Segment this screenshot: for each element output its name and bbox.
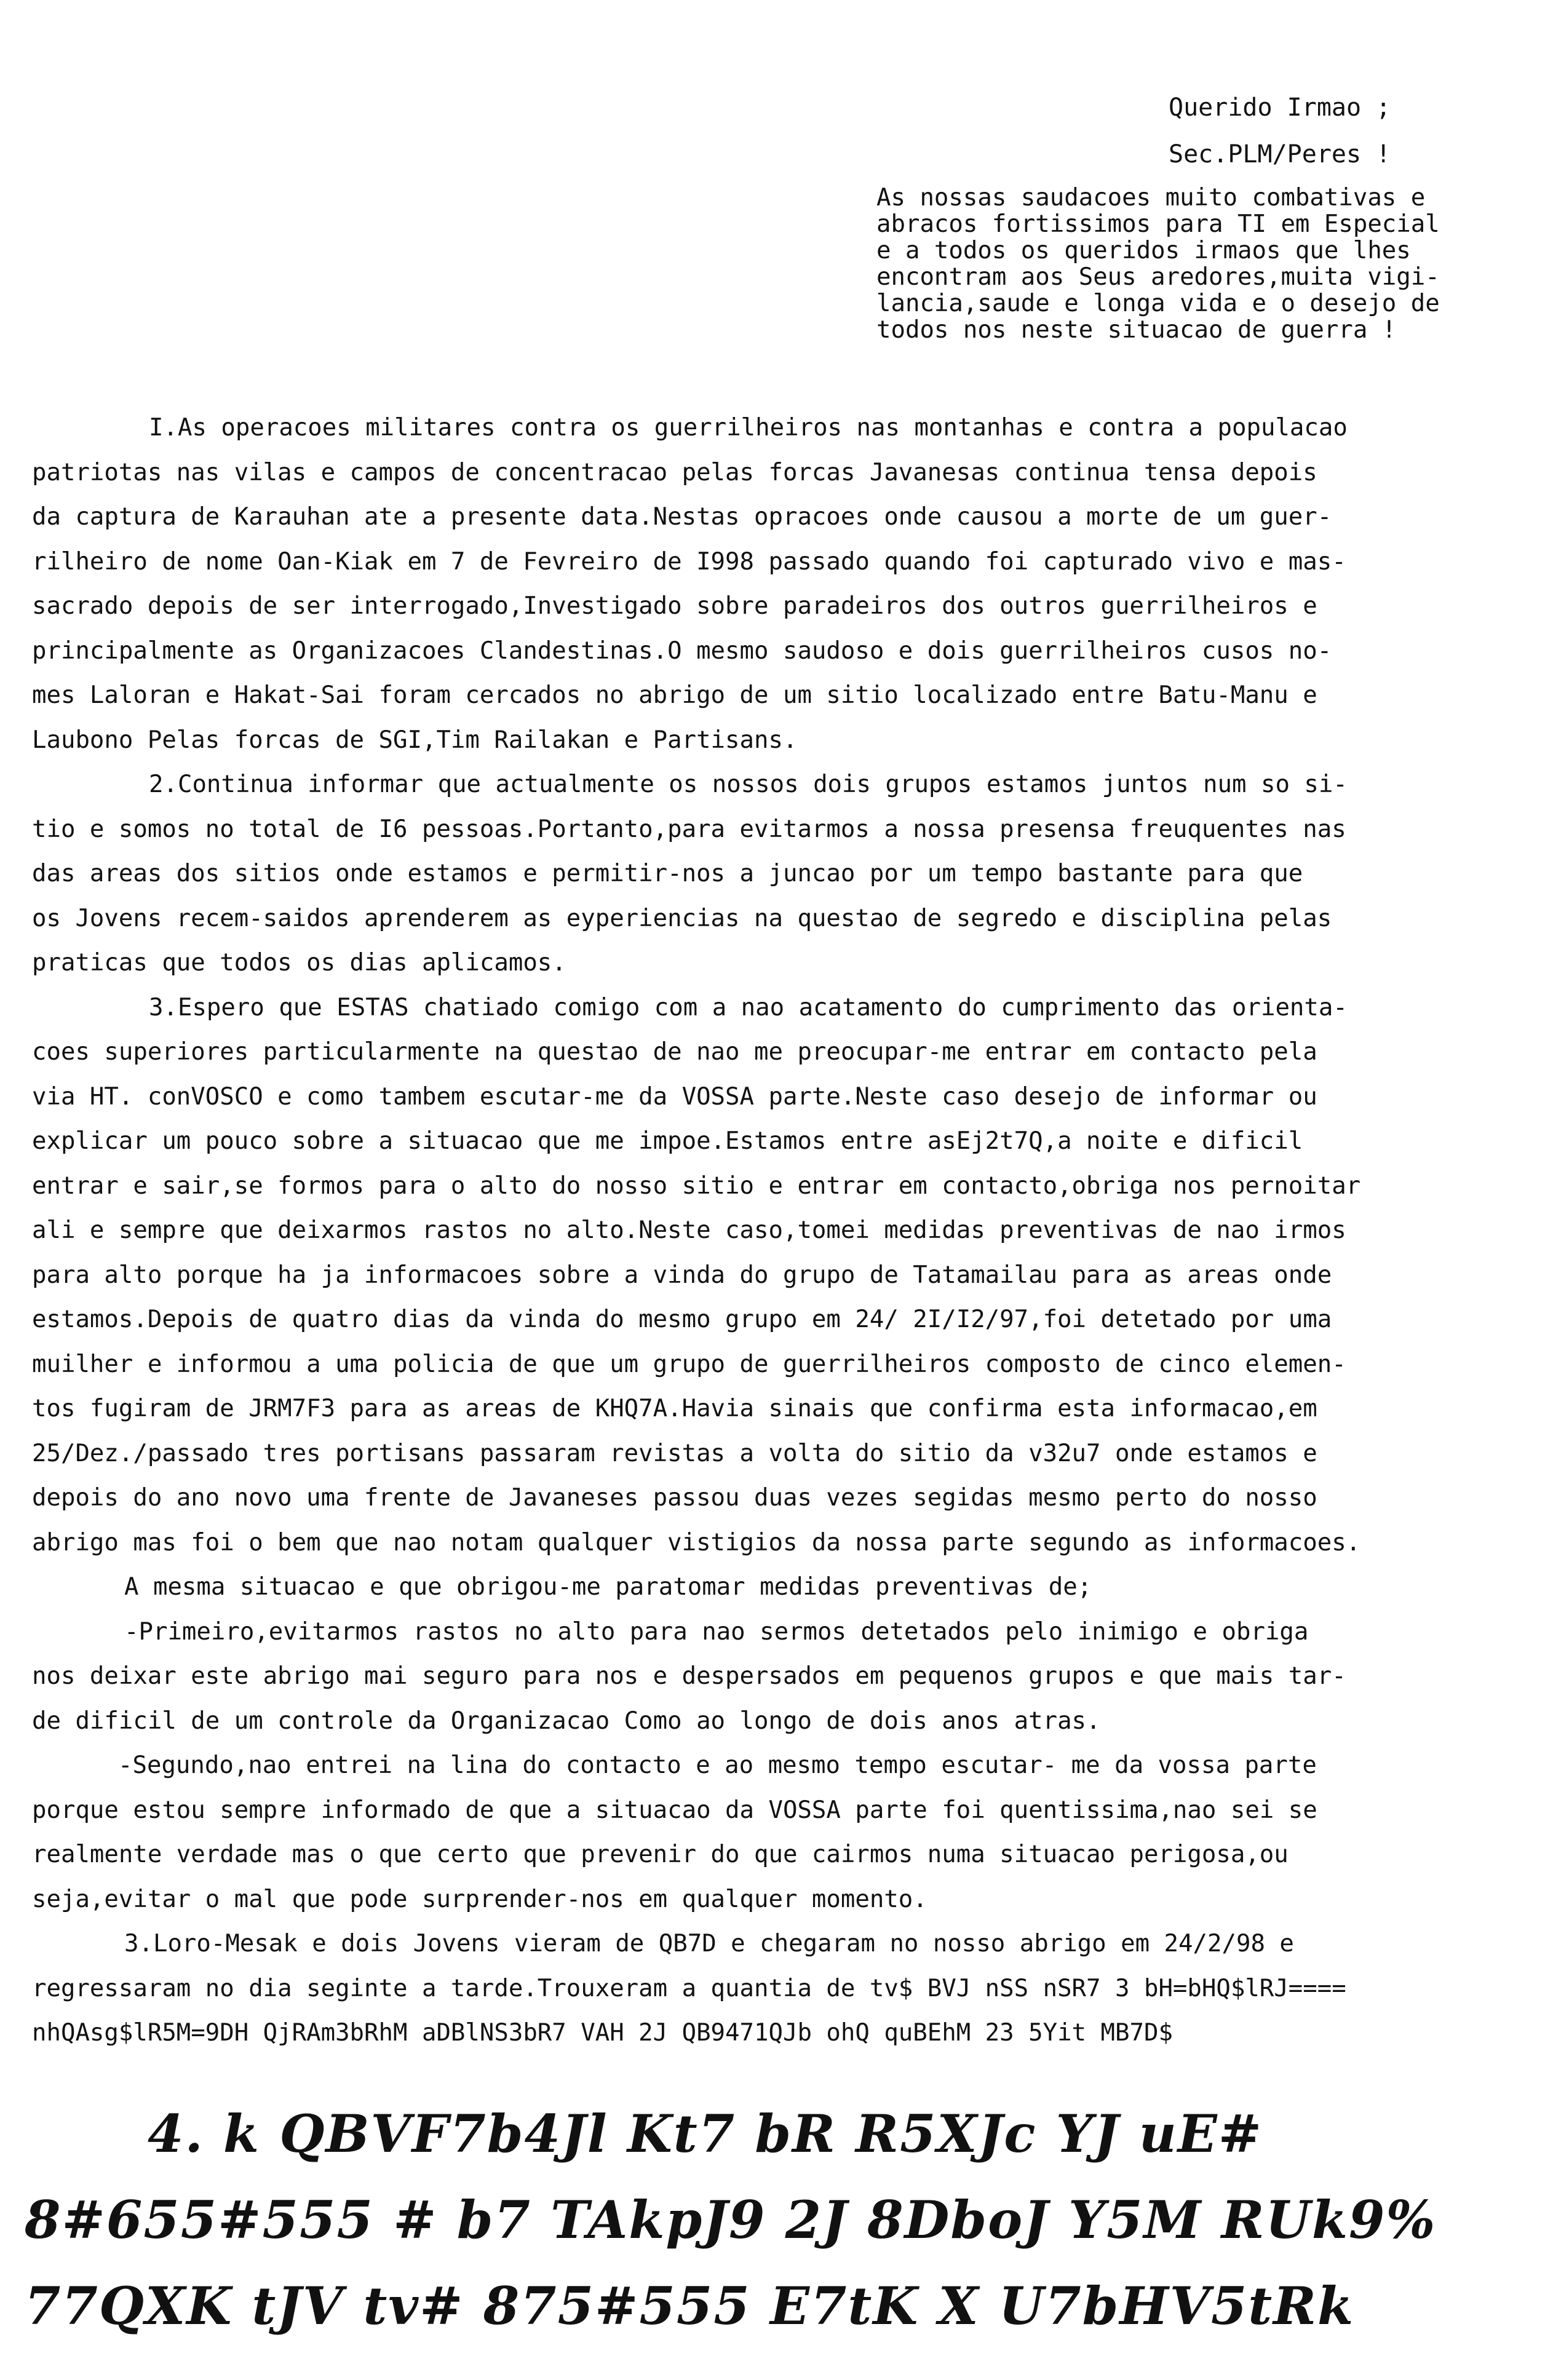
body-line: 25/Dez./passado tres portisans passaram revistas a volta do sitio da v32u7 onde estamos e — [32, 1439, 1317, 1467]
body-line: realmente verdade mas o que certo que prevenir do que cairmos numa situacao perigosa,ou — [32, 1841, 1289, 1868]
body-line: tos fugiram de JRM7F3 para as areas de KHQ7A.Havia sinais que confirma esta informacao,em — [32, 1395, 1317, 1422]
body-line: I.As operacoes militares contra os guerrilheiros nas montanhas e contra a populacao — [149, 414, 1348, 442]
body-line: praticas que todos os dias aplicamos. — [32, 949, 566, 977]
greeting-line: abracos fortissimos para TI em Especial — [876, 210, 1440, 238]
body-line: explicar um pouco sobre a situacao que me impoe.Estamos entre asEj2t7Q,a noite e dificil — [32, 1127, 1303, 1155]
salutation: Querido Irmao ; — [1169, 93, 1391, 122]
body-line: da captura de Karauhan ate a presente data.Nestas opracoes onde causou a morte de um guer- — [32, 503, 1332, 531]
greeting-line: encontram aos Seus aredores,muita vigi- — [876, 263, 1440, 291]
body-line: coes superiores particularmente na questao de nao me preocupar-me entrar em contacto pela — [32, 1038, 1317, 1066]
handwritten-line: 4. k QBVF7b4Jl Kt7 bR R5XJc YJ uE# — [148, 2103, 1263, 2164]
greeting-paragraph — [876, 184, 1528, 343]
body-line: estamos.Depois de quatro dias da vinda do mesmo grupo em 24/ 2I/I2/97,foi detetado por uma — [32, 1306, 1332, 1333]
body-line: patriotas nas vilas e campos de concentracao pelas forcas Javanesas continua tensa depois — [32, 458, 1317, 486]
body-line: os Jovens recem-saidos aprenderem as eyperiencias na questao de segredo e disciplina pelas — [32, 904, 1332, 932]
body-line: 3.Loro-Mesak e dois Jovens vieram de QB7D e chegaram no nosso abrigo em 24/2/98 e — [124, 1930, 1294, 1958]
body-line: A mesma situacao e que obrigou-me paratomar medidas preventivas de; — [124, 1573, 1092, 1601]
body-line: -Segundo,nao entrei na lina do contacto e ao mesmo tempo escutar- me da vossa parte — [118, 1751, 1317, 1779]
body-line: porque estou sempre informado de que a situacao da VOSSA parte foi quentissima,nao sei se — [32, 1796, 1317, 1824]
letter-body — [32, 406, 1520, 2056]
body-line: principalmente as Organizacoes Clandestinas.O mesmo saudoso e dois guerrilheiros cusos no- — [32, 637, 1332, 665]
body-line: 3.Espero que ESTAS chatiado comigo com a nao acatamento do cumprimento das orienta- — [149, 993, 1348, 1021]
body-line: tio e somos no total de I6 pessoas.Portanto,para evitarmos a nossa presensa freuquentes nas — [32, 815, 1346, 843]
body-line: das areas dos sitios onde estamos e permitir-nos a juncao por um tempo bastante para que — [32, 860, 1303, 887]
body-line: entrar e sair,se formos para o alto do nosso sitio e entrar em contacto,obriga nos pernoitar — [32, 1172, 1361, 1200]
body-line: abrigo mas foi o bem que nao notam qualquer vistigios da nossa parte segundo as informacoes. — [32, 1528, 1361, 1557]
greeting-line: e a todos os queridos irmaos que lhes — [876, 237, 1411, 264]
body-line: rilheiro de nome Oan-Kiak em 7 de Fevreiro de I998 passado quando foi capturado vivo e mas- — [32, 547, 1346, 576]
body-line: mes Laloran e Hakat-Sai foram cercados no abrigo de um sitio localizado entre Batu-Manu e — [32, 681, 1317, 709]
body-line: muilher e informou a uma policia de que um grupo de guerrilheiros composto de cinco elemen- — [32, 1350, 1346, 1378]
greeting-line: As nossas saudacoes muito combativas e — [876, 184, 1426, 212]
body-line: para alto porque ha ja informacoes sobre a vinda do grupo de Tatamailau para as areas onde — [32, 1261, 1332, 1289]
body-line: sacrado depois de ser interrogado,Investigado sobre paradeiros dos outros guerrilheiros e — [32, 592, 1317, 620]
handwritten-line: 77QXK tJV tv# 875#555 E7tK X U7bHV5tRk — [25, 2275, 1355, 2336]
body-line: seja,evitar o mal que pode surprender-nos em qualquer momento. — [32, 1885, 927, 1913]
body-line: -Primeiro,evitarmos rastos no alto para nao sermos detetados pelo inimigo e obriga — [124, 1617, 1309, 1646]
handwritten-cipher-block — [25, 2091, 1525, 2349]
body-line: depois do ano novo uma frente de Javaneses passou duas vezes segidas mesmo perto do nosso — [32, 1484, 1317, 1512]
body-line: ali e sempre que deixarmos rastos no alto.Neste caso,tomei medidas preventivas de nao irmos — [32, 1216, 1346, 1244]
body-line: 2.Continua informar que actualmente os nossos dois grupos estamos juntos num so si- — [149, 771, 1348, 798]
body-line: regressaram no dia seginte a tarde.Trouxeram a quantia de tv$ BVJ nSS nSR7 3 bH=bHQ$lRJ==== — [32, 1974, 1346, 2002]
body-line: de dificil de um controle da Organizacao Como ao longo de dois anos atras. — [32, 1707, 1101, 1735]
recipient: Sec.PLM/Peres ! — [1169, 140, 1391, 169]
body-line: Laubono Pelas forcas de SGI,Tim Railakan e Partisans. — [32, 726, 798, 754]
body-line: nos deixar este abrigo mai seguro para nos e despersados em pequenos grupos e que mais tar- — [32, 1662, 1346, 1690]
body-line: nhQAsg$lR5M=9DH QjRAm3bRhM aDBlNS3bR7 VAH 2J QB9471QJb ohQ quBEhM 23 5Yit MB7D$ — [32, 2019, 1173, 2047]
body-line: via HT. conVOSCO e como tambem escutar-me da VOSSA parte.Neste caso desejo de informar ou — [32, 1082, 1317, 1111]
greeting-line: lancia,saude e longa vida e o desejo de — [876, 290, 1440, 317]
handwritten-line: 8#655#555 # b7 TAkpJ9 2J 8DboJ Y5M RUk9% — [25, 2189, 1437, 2250]
greeting-line: todos nos neste situacao de guerra ! — [876, 316, 1397, 344]
